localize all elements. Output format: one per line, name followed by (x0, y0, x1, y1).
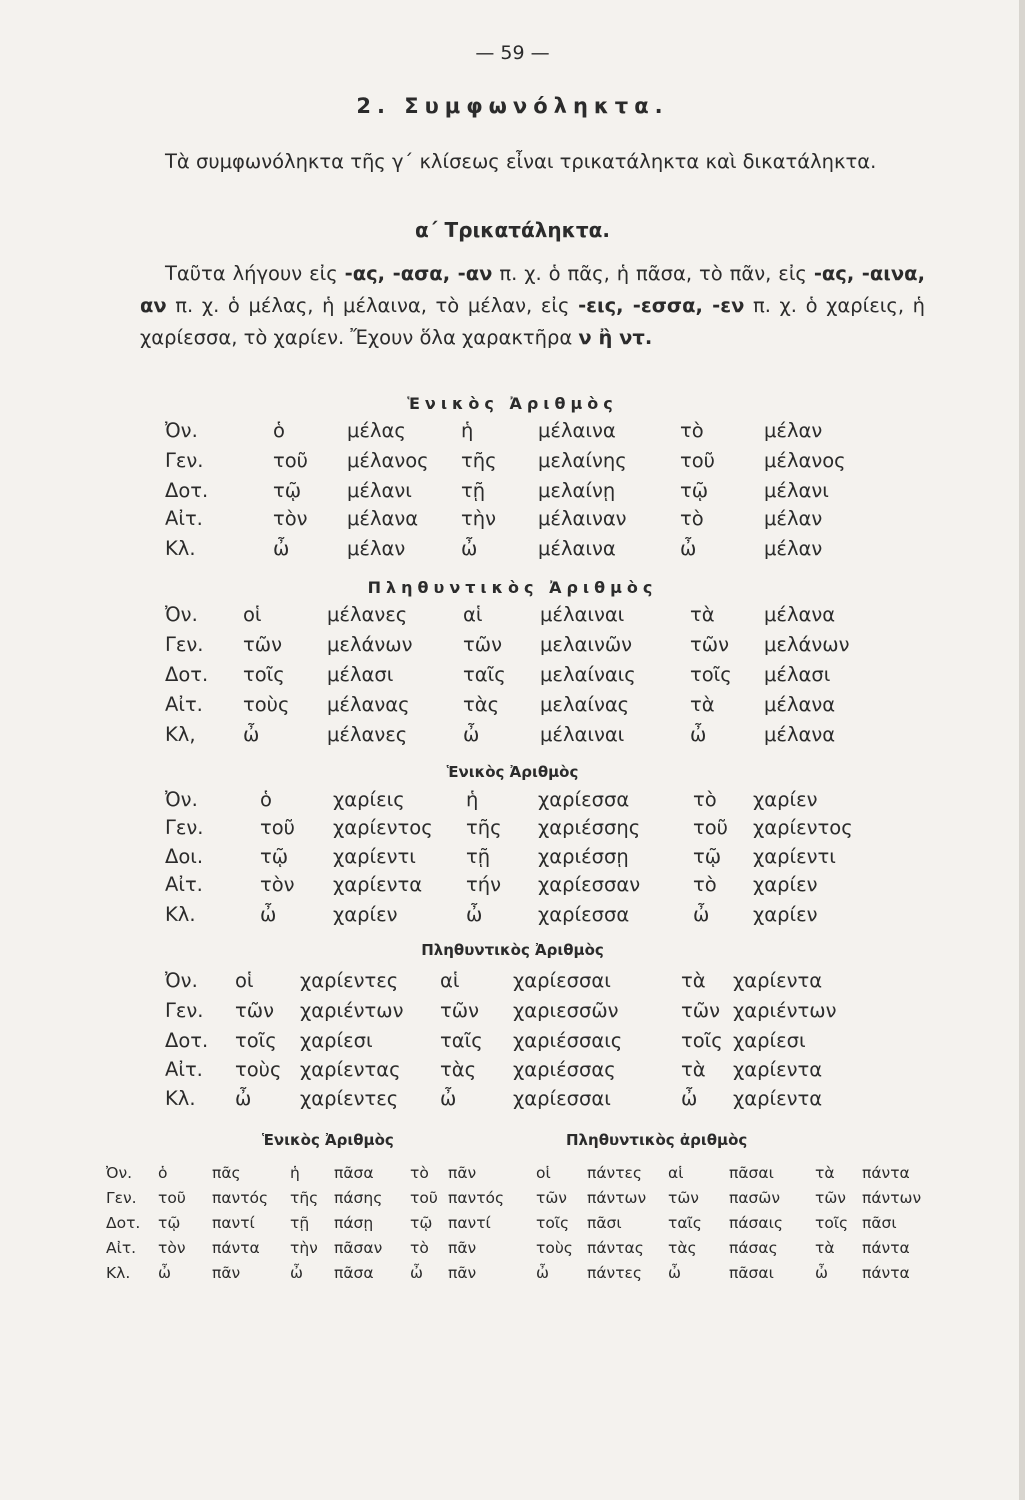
table-cell: τῶν (235, 999, 274, 1022)
table-cell: πᾶσαι (729, 1264, 774, 1282)
table-cell: τῶν (440, 999, 479, 1022)
table-cell: μέλασι (764, 663, 831, 686)
section-title: 2. Συμφωνόληκτα. (356, 94, 669, 118)
table-row (0, 1164, 1025, 1188)
table-cell: παντί (212, 1214, 255, 1232)
table-row (0, 663, 1025, 693)
table-cell: τῆς (461, 449, 497, 472)
table-cell: μελάνων (764, 633, 850, 656)
table-3-header: Ἑνικὸς Ἀριθμὸς (446, 763, 579, 781)
table-cell: μέλανος (347, 449, 429, 472)
table-cell: τὸ (680, 507, 704, 530)
table-cell: ὦ (243, 723, 260, 746)
table-cell: χαρίεν (753, 788, 818, 811)
table-cell: ὦ (815, 1264, 828, 1282)
table-cell: μελαίνῃ (538, 479, 616, 502)
table-cell: τῶν (536, 1189, 567, 1207)
pas-plural-header: Πληθυντικὸς ἀριθμὸς (566, 1131, 748, 1149)
table-cell: ὦ (235, 1087, 252, 1110)
table-cell: ὦ (410, 1264, 423, 1282)
table-cell: χαρίεν (333, 903, 398, 926)
table-cell: οἱ (243, 603, 262, 626)
table-cell: τοὺς (235, 1058, 282, 1081)
table-cell: χαριέντων (300, 999, 404, 1022)
case-label: Κλ. (165, 1087, 196, 1110)
table-cell: πάσῃ (334, 1214, 374, 1232)
case-label: Ὀν. (165, 603, 198, 626)
table-cell: πάντων (862, 1189, 922, 1207)
table-cell: ὁ (273, 419, 285, 442)
table-cell: πᾶν (448, 1264, 477, 1282)
table-cell: τῷ (410, 1214, 433, 1232)
table-cell: ταῖς (440, 1029, 483, 1052)
case-label: Κλ. (106, 1264, 131, 1282)
table-cell: τὰς (668, 1239, 697, 1257)
table-cell: πάντες (587, 1164, 643, 1182)
table-cell: μέλανες (327, 603, 408, 626)
table-4-header: Πληθυντικὸς Ἀριθμὸς (421, 941, 604, 959)
case-label: Δοτ. (165, 479, 209, 502)
table-cell: χαρίεσσαι (513, 969, 611, 992)
table-row (0, 845, 1025, 875)
case-label: Αἰτ. (165, 1058, 203, 1081)
table-cell: οἱ (235, 969, 254, 992)
table-cell: ὦ (158, 1264, 171, 1282)
case-label: Κλ. (165, 537, 196, 560)
case-label: Γεν. (165, 816, 204, 839)
table-cell: χαρίεντος (333, 816, 433, 839)
table-cell: τῆς (466, 816, 502, 839)
case-label: Κλ. (165, 903, 196, 926)
table-cell: τῶν (463, 633, 502, 656)
table-cell: παντός (448, 1189, 505, 1207)
table-cell: χαριέσσας (513, 1058, 616, 1081)
table-cell: ὦ (466, 903, 483, 926)
table-row (0, 903, 1025, 933)
case-label: Ὀν. (165, 788, 198, 811)
table-cell: τοῖς (243, 663, 285, 686)
table-cell: χαρίεντι (753, 845, 836, 868)
subsection-title: α΄ Τρικατάληκτα. (415, 218, 610, 242)
table-cell: χαρίεντες (300, 969, 399, 992)
table-cell: ὦ (690, 723, 707, 746)
case-label: Αἰτ. (165, 507, 203, 530)
table-cell: τὸ (693, 788, 717, 811)
table-cell: ὦ (668, 1264, 681, 1282)
table-row (0, 507, 1025, 537)
table-row (0, 816, 1025, 846)
table-cell: τοὺς (243, 693, 290, 716)
table-cell: μέλαν (347, 537, 406, 560)
table-row (0, 1058, 1025, 1088)
table-cell: τῷ (273, 479, 302, 502)
table-cell: τῇ (461, 479, 486, 502)
table-cell: μελάνων (327, 633, 413, 656)
table-cell: τὰς (463, 693, 500, 716)
table-cell: χαρίεν (753, 903, 818, 926)
table-cell: μέλαν (764, 419, 823, 442)
table-cell: πᾶσα (334, 1264, 374, 1282)
table-cell: μέλας (347, 419, 406, 442)
page-number: — 59 — (475, 42, 550, 64)
table-row (0, 633, 1025, 663)
table-cell: χαρίεντος (753, 816, 853, 839)
table-cell: τῇ (290, 1214, 310, 1232)
table-cell: ἡ (290, 1164, 300, 1182)
table-cell: μελαίναις (540, 663, 636, 686)
case-label: Δοι. (165, 845, 204, 868)
table-cell: οἱ (536, 1164, 551, 1182)
table-cell: ὦ (273, 537, 290, 560)
table-2-header: Πληθυντικὸς Ἀριθμὸς (367, 578, 658, 597)
table-cell: τοῖς (690, 663, 732, 686)
table-cell: χαρίεντα (333, 873, 423, 896)
table-cell: πάντας (587, 1239, 644, 1257)
table-1-header: Ἑνικὸς Ἀριθμὸς (407, 394, 618, 413)
table-cell: ἡ (461, 419, 474, 442)
table-cell: τῶν (681, 999, 720, 1022)
table-cell: αἱ (440, 969, 460, 992)
table-cell: τοῖς (681, 1029, 723, 1052)
table-cell: πάσης (334, 1189, 383, 1207)
table-cell: μέλανα (764, 603, 836, 626)
table-cell: χαρίεσι (300, 1029, 373, 1052)
table-cell: μελαινῶν (540, 633, 633, 656)
table-cell: χαρίεις (333, 788, 405, 811)
table-cell: τῷ (158, 1214, 181, 1232)
table-cell: χαρίεσσα (538, 788, 630, 811)
table-cell: ταῖς (463, 663, 506, 686)
table-cell: παντί (448, 1214, 491, 1232)
table-cell: τῶν (668, 1189, 699, 1207)
table-cell: τοῦ (693, 816, 728, 839)
table-cell: τὸ (693, 873, 717, 896)
table-cell: χαρίεσσα (538, 903, 630, 926)
case-label: Γεν. (165, 633, 204, 656)
table-cell: χαριέντων (733, 999, 837, 1022)
table-row (0, 1029, 1025, 1059)
table-cell: μέλαινα (538, 419, 616, 442)
table-cell: τὸ (680, 419, 704, 442)
table-cell: τήν (466, 873, 501, 896)
table-cell: μέλαν (764, 507, 823, 530)
intro-paragraph: Τὰ συμφωνόληκτα τῆς γ΄ κλίσεως εἶναι τρικατάληκτα καὶ δικατάληκτα. (165, 150, 877, 173)
table-cell: ὁ (158, 1164, 168, 1182)
table-cell: ὦ (461, 537, 478, 560)
table-row (0, 449, 1025, 479)
table-cell: τοῦ (680, 449, 715, 472)
table-cell: πᾶν (448, 1239, 477, 1257)
table-cell: χαρίεν (753, 873, 818, 896)
table-row (0, 969, 1025, 999)
table-cell: τὰ (690, 603, 715, 626)
case-label: Ὀν. (106, 1164, 133, 1182)
table-cell: μέλανες (327, 723, 408, 746)
case-label: Γεν. (165, 449, 204, 472)
table-cell: χαριεσσῶν (513, 999, 619, 1022)
table-row (0, 1214, 1025, 1238)
table-cell: μελαίνας (540, 693, 630, 716)
table-cell: πᾶν (212, 1264, 241, 1282)
table-cell: χαριέσσῃ (538, 845, 629, 868)
table-cell: παντός (212, 1189, 269, 1207)
table-cell: πάντα (862, 1239, 910, 1257)
table-cell: πάντα (862, 1264, 910, 1282)
table-cell: ὁ (260, 788, 272, 811)
table-cell: τὸν (260, 873, 295, 896)
table-cell: ὦ (260, 903, 277, 926)
table-cell: τὸν (158, 1239, 186, 1257)
pas-singular-header: Ἑνικὸς Ἀριθμὸς (262, 1131, 394, 1149)
table-cell: μέλασι (327, 663, 394, 686)
table-cell: ὦ (440, 1087, 457, 1110)
case-label: Αἰτ. (165, 693, 203, 716)
table-row (0, 1087, 1025, 1117)
table-cell: μέλανας (327, 693, 410, 716)
table-cell: χαρίεντας (300, 1058, 401, 1081)
table-cell: χαριέσσης (538, 816, 641, 839)
table-cell: τοῦ (158, 1189, 186, 1207)
table-cell: πάσας (729, 1239, 778, 1257)
ending-paragraph: Ταῦτα λήγουν εἰς -ας, -ασα, -αν π. χ. ὁ πᾶς, ἡ πᾶσα, τὸ πᾶν, εἰς -ας, -αινα, αν π. χ. ὁ μέλας, ἡ μέλαινα, τὸ μέλαν, εἰς -εις, -εσσα, -εν π. χ. ὁ χαρίεις, ἡ χαρίεσσα, τὸ χαρίεν. Ἔχουν ὅλα χαρακτῆρα ν ἢ ντ. (140, 262, 925, 349)
table-cell: πασῶν (729, 1189, 781, 1207)
table-cell: τὸ (410, 1239, 429, 1257)
table-row (0, 873, 1025, 903)
table-cell: μέλανα (764, 723, 836, 746)
table-row (0, 479, 1025, 509)
table-cell: τὴν (290, 1239, 318, 1257)
table-cell: ταῖς (668, 1214, 702, 1232)
table-cell: τὰ (690, 693, 715, 716)
table-row (0, 788, 1025, 818)
table-cell: ὦ (680, 537, 697, 560)
table-row (0, 1239, 1025, 1263)
table-cell: τὰ (815, 1239, 835, 1257)
table-cell: ὦ (536, 1264, 549, 1282)
case-label: Δοτ. (106, 1214, 141, 1232)
table-cell: τοὺς (536, 1239, 573, 1257)
table-cell: τοῦ (273, 449, 308, 472)
table-cell: τῆς (290, 1189, 319, 1207)
table-cell: πᾶσα (334, 1164, 374, 1182)
table-cell: τοῖς (815, 1214, 849, 1232)
table-cell: μέλανος (764, 449, 846, 472)
table-cell: πᾶσαν (334, 1239, 383, 1257)
table-cell: τὸν (273, 507, 308, 530)
case-label: Κλ, (165, 723, 196, 746)
table-cell: πᾶσι (587, 1214, 622, 1232)
table-cell: μέλαιναν (538, 507, 627, 530)
table-cell: ἡ (466, 788, 479, 811)
table-cell: μέλανα (764, 693, 836, 716)
table-cell: τὰς (440, 1058, 477, 1081)
table-cell: μελαίνης (538, 449, 627, 472)
table-cell: τῷ (693, 845, 722, 868)
table-cell: πᾶσι (862, 1214, 897, 1232)
table-cell: πάντες (587, 1264, 643, 1282)
table-cell: πάντων (587, 1189, 647, 1207)
table-cell: χαριέσσαις (513, 1029, 623, 1052)
table-cell: τὰ (681, 1058, 706, 1081)
table-cell: μέλαιναι (540, 603, 625, 626)
table-cell: μέλανι (764, 479, 829, 502)
table-cell: τοῦ (260, 816, 295, 839)
table-cell: πάντα (212, 1239, 260, 1257)
table-row (0, 419, 1025, 449)
table-cell: πάσαις (729, 1214, 783, 1232)
table-cell: τῷ (260, 845, 289, 868)
table-row (0, 693, 1025, 723)
table-cell: τῷ (680, 479, 709, 502)
table-row (0, 537, 1025, 567)
table-cell: ὦ (693, 903, 710, 926)
table-cell: τῇ (466, 845, 491, 868)
case-label: Δοτ. (165, 1029, 209, 1052)
table-cell: ὦ (681, 1087, 698, 1110)
case-label: Δοτ. (165, 663, 209, 686)
case-label: Αἰτ. (165, 873, 203, 896)
table-cell: χαρίεντα (733, 1058, 823, 1081)
table-cell: τὸ (410, 1164, 429, 1182)
table-cell: πᾶν (448, 1164, 477, 1182)
table-cell: τοῖς (536, 1214, 570, 1232)
table-cell: τῶν (690, 633, 729, 656)
table-row (0, 603, 1025, 633)
case-label: Ὀν. (165, 419, 198, 442)
table-cell: ὦ (463, 723, 480, 746)
table-cell: χαρίεντι (333, 845, 416, 868)
table-row (0, 1264, 1025, 1288)
table-cell: μέλανα (347, 507, 419, 530)
table-row (0, 723, 1025, 753)
table-cell: μέλαινα (538, 537, 616, 560)
table-cell: αἱ (668, 1164, 684, 1182)
table-cell: χαρίεσσαι (513, 1087, 611, 1110)
table-cell: τοῦ (410, 1189, 438, 1207)
table-cell: τὰ (681, 969, 706, 992)
table-cell: τὰ (815, 1164, 835, 1182)
table-cell: πᾶς (212, 1164, 241, 1182)
table-cell: μέλανι (347, 479, 412, 502)
table-cell: χαρίεντες (300, 1087, 399, 1110)
table-cell: χαρίεντα (733, 969, 823, 992)
case-label: Αἰτ. (106, 1239, 137, 1257)
table-cell: πάντα (862, 1164, 910, 1182)
table-row (0, 1189, 1025, 1213)
table-cell: τοῖς (235, 1029, 277, 1052)
table-row (0, 999, 1025, 1029)
table-cell: πᾶσαι (729, 1164, 774, 1182)
table-cell: μέλαν (764, 537, 823, 560)
table-cell: χαρίεσσαν (538, 873, 641, 896)
table-cell: χαρίεντα (733, 1087, 823, 1110)
table-cell: τὴν (461, 507, 496, 530)
table-cell: τῶν (815, 1189, 846, 1207)
table-cell: ὦ (290, 1264, 303, 1282)
table-cell: μέλαιναι (540, 723, 625, 746)
case-label: Γεν. (165, 999, 204, 1022)
table-cell: αἱ (463, 603, 483, 626)
table-cell: χαρίεσι (733, 1029, 806, 1052)
case-label: Γεν. (106, 1189, 137, 1207)
case-label: Ὀν. (165, 969, 198, 992)
table-cell: τῶν (243, 633, 282, 656)
